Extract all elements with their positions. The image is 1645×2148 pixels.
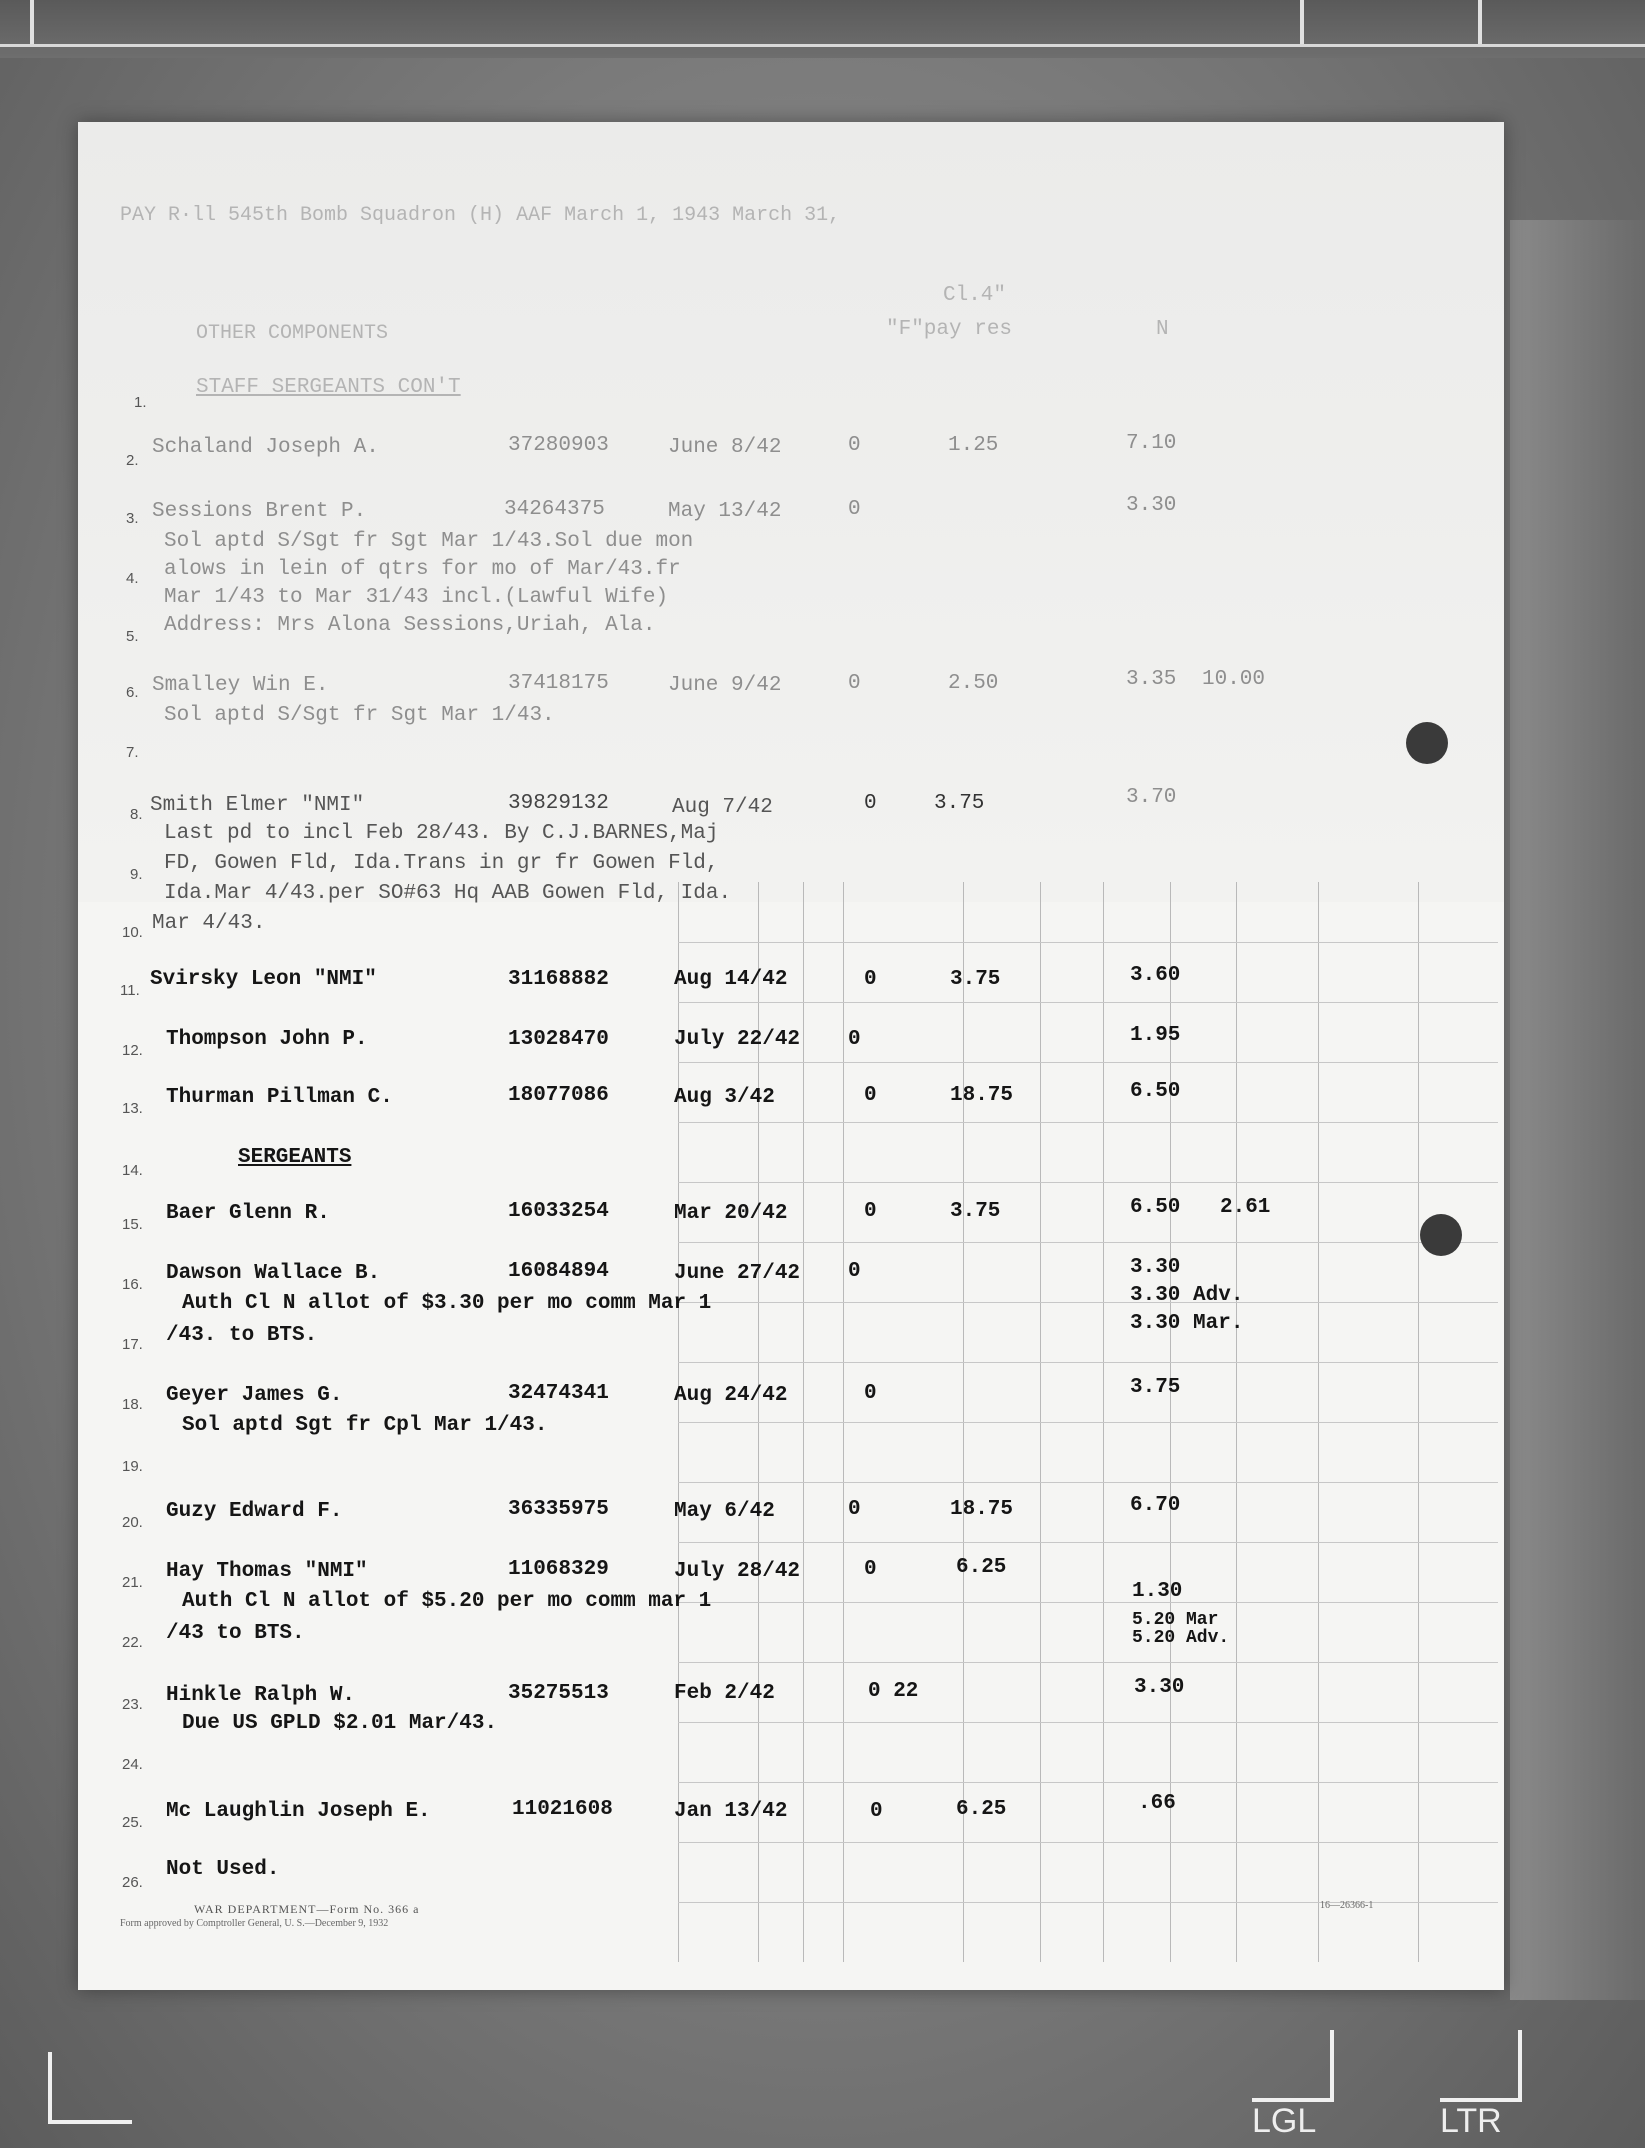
enlist-date: Aug 24/42 <box>674 1384 788 1407</box>
cell-value: 3.75 <box>950 1200 1001 1223</box>
remark-line: Auth Cl N allot of $3.30 per mo comm Mar 1 <box>182 1292 712 1315</box>
film-tick <box>1300 0 1304 44</box>
row-number: 18. <box>122 1396 143 1413</box>
row-number: 2. <box>126 452 139 469</box>
serial-number: 37418175 <box>508 672 609 695</box>
row-number: 6. <box>126 684 139 701</box>
allotment-note: 1.30 <box>1132 1580 1183 1603</box>
cell-value: 1.25 <box>948 434 999 457</box>
enlist-date: June 9/42 <box>668 674 782 697</box>
section-title: STAFF SERGEANTS CON'T <box>196 376 461 399</box>
crop-mark <box>1252 2030 1334 2102</box>
payee-name: Dawson Wallace B. <box>166 1262 381 1285</box>
payee-name: Hay Thomas "NMI" <box>166 1560 368 1583</box>
form-approval: Form approved by Comptroller General, U. S.—December 9, 1932 <box>120 1918 389 1929</box>
crop-mark <box>48 2052 132 2124</box>
payee-name: Guzy Edward F. <box>166 1500 343 1523</box>
row-number: 3. <box>126 510 139 527</box>
cell-value: 6.50 <box>1130 1080 1181 1103</box>
cell-value: .66 <box>1138 1792 1176 1815</box>
enlist-date: Aug 14/42 <box>674 968 788 991</box>
remark-line: Mar 1/43 to Mar 31/43 incl.(Lawful Wife) <box>164 586 669 609</box>
film-tick <box>30 0 34 44</box>
row-number: 21. <box>122 1574 143 1591</box>
background-shadow <box>1510 220 1645 2000</box>
cell-value: 0 <box>864 1382 877 1405</box>
cell-value: 7.10 <box>1126 432 1177 455</box>
cell-value: 3.30 <box>1130 1256 1181 1279</box>
payee-name: Geyer James G. <box>166 1384 343 1407</box>
row-number: 1. <box>134 394 147 411</box>
remark-line: FD, Gowen Fld, Ida.Trans in gr fr Gowen Fld, <box>164 852 719 875</box>
not-used-label: Not Used. <box>166 1858 280 1881</box>
cell-value: 18.75 <box>950 1498 1014 1521</box>
serial-number: 11021608 <box>512 1798 613 1821</box>
payroll-page <box>78 122 1504 1990</box>
column-header: "F"pay res <box>886 318 1013 341</box>
ruled-grid <box>678 882 1498 1962</box>
payee-name: Baer Glenn R. <box>166 1202 330 1225</box>
punch-hole <box>1406 722 1448 764</box>
allotment-note: 5.20 Mar <box>1132 1610 1219 1630</box>
row-number: 23. <box>122 1696 143 1713</box>
remark-line: /43 to BTS. <box>166 1622 305 1645</box>
row-number: 9. <box>130 866 143 883</box>
row-number: 16. <box>122 1276 143 1293</box>
cell-value: 3.75 <box>1130 1376 1181 1399</box>
cell-value: 6.70 <box>1130 1494 1181 1517</box>
column-header: N <box>1156 318 1169 341</box>
row-number: 10. <box>122 924 143 941</box>
cell-value: 0 <box>864 792 877 815</box>
section-title: SERGEANTS <box>238 1146 352 1169</box>
payee-name: Smalley Win E. <box>152 674 329 697</box>
row-number: 15. <box>122 1216 143 1233</box>
row-number: 11. <box>120 982 140 999</box>
cell-value: 0 <box>848 1028 861 1051</box>
payee-name: Sessions Brent P. <box>152 500 367 523</box>
enlist-date: Mar 20/42 <box>674 1202 788 1225</box>
cell-value: 0 <box>864 968 877 991</box>
row-number: 24. <box>122 1756 143 1773</box>
payee-name: Schaland Joseph A. <box>152 436 379 459</box>
cell-value: 0 <box>864 1084 877 1107</box>
cell-value: 3.30 <box>1126 494 1177 517</box>
serial-number: 13028470 <box>508 1028 609 1051</box>
cell-value: 0 <box>864 1558 877 1581</box>
serial-number: 31168882 <box>508 968 609 991</box>
film-top-bar <box>0 0 1645 58</box>
cell-value: 0 <box>848 672 861 695</box>
remark-line: Sol aptd S/Sgt fr Sgt Mar 1/43.Sol due mon <box>164 530 694 553</box>
cell-value: 0 <box>870 1800 883 1823</box>
payee-name: Svirsky Leon "NMI" <box>150 968 377 991</box>
cell-value: 0 22 <box>868 1680 919 1703</box>
cell-value: 10.00 <box>1202 668 1266 691</box>
cell-value: 6.50 <box>1130 1196 1181 1219</box>
enlist-date: Jan 13/42 <box>674 1800 788 1823</box>
payee-name: Smith Elmer "NMI" <box>150 794 365 817</box>
row-number: 12. <box>122 1042 143 1059</box>
remark-line: Ida.Mar 4/43.per SO#63 Hq AAB Gowen Fld, Ida. <box>164 882 732 905</box>
row-number: 8. <box>130 806 143 823</box>
serial-number: 35275513 <box>508 1682 609 1705</box>
row-number: 5. <box>126 628 139 645</box>
remark-line: Auth Cl N allot of $5.20 per mo comm mar 1 <box>182 1590 712 1613</box>
cell-value: 3.30 <box>1134 1676 1185 1699</box>
cell-value: 6.25 <box>956 1798 1007 1821</box>
cell-value: 0 <box>848 434 861 457</box>
row-number: 14. <box>122 1162 143 1179</box>
cell-value: 2.50 <box>948 672 999 695</box>
row-number: 19. <box>122 1458 143 1475</box>
cell-value: 3.35 <box>1126 668 1177 691</box>
remark-line: Address: Mrs Alona Sessions,Uriah, Ala. <box>164 614 656 637</box>
serial-number: 39829132 <box>508 792 609 815</box>
row-number: 4. <box>126 570 139 587</box>
remark-line: Mar 4/43. <box>152 912 266 935</box>
payee-name: Hinkle Ralph W. <box>166 1684 356 1707</box>
allotment-note: 5.20 Adv. <box>1132 1628 1230 1648</box>
allotment-note: 3.30 Mar. <box>1130 1312 1244 1335</box>
serial-number: 18077086 <box>508 1084 609 1107</box>
serial-number: 11068329 <box>508 1558 609 1581</box>
row-number: 20. <box>122 1514 143 1531</box>
remark-line: Due US GPLD $2.01 Mar/43. <box>182 1712 498 1735</box>
enlist-date: July 22/42 <box>674 1028 801 1051</box>
payee-name: Thurman Pillman C. <box>166 1086 393 1109</box>
punch-hole <box>1420 1214 1462 1256</box>
serial-number: 32474341 <box>508 1382 609 1405</box>
remark-line: alows in lein of qtrs for mo of Mar/43.fr <box>164 558 681 581</box>
enlist-date: June 27/42 <box>674 1262 801 1285</box>
enlist-date: Feb 2/42 <box>674 1682 775 1705</box>
section-header: OTHER COMPONENTS <box>196 322 389 345</box>
enlist-date: May 13/42 <box>668 500 782 523</box>
column-header: Cl.4" <box>943 284 1007 307</box>
enlist-date: May 6/42 <box>674 1500 775 1523</box>
cell-value: 3.60 <box>1130 964 1181 987</box>
remark-line: Last pd to incl Feb 28/43. By C.J.BARNES,Maj <box>164 822 719 845</box>
row-number: 22. <box>122 1634 143 1651</box>
cell-value: 18.75 <box>950 1084 1014 1107</box>
enlist-date: Aug 7/42 <box>672 796 773 819</box>
row-number: 25. <box>122 1814 143 1831</box>
cell-value: 0 <box>864 1200 877 1223</box>
form-code: 16—26366-1 <box>1320 1900 1374 1911</box>
cell-value: 3.70 <box>1126 786 1177 809</box>
cell-value: 6.25 <box>956 1556 1007 1579</box>
cell-value: 3.75 <box>934 792 985 815</box>
remark-line: Sol aptd S/Sgt fr Sgt Mar 1/43. <box>164 704 555 727</box>
serial-number: 16033254 <box>508 1200 609 1223</box>
remark-line: /43. to BTS. <box>166 1324 318 1347</box>
ltr-label: LTR <box>1440 2102 1502 2140</box>
header-line: PAY R·ll 545th Bomb Squadron (H) AAF March 1, 1943 March 31, <box>120 204 841 227</box>
cell-value: 0 <box>848 1498 861 1521</box>
film-tick <box>1478 0 1482 44</box>
payee-name: Thompson John P. <box>166 1028 368 1051</box>
serial-number: 36335975 <box>508 1498 609 1521</box>
cell-value: 0 <box>848 1260 861 1283</box>
form-number: WAR DEPARTMENT—Form No. 366 a <box>194 1902 420 1916</box>
payee-name: Mc Laughlin Joseph E. <box>166 1800 431 1823</box>
cell-value: 1.95 <box>1130 1024 1181 1047</box>
crop-mark <box>1440 2030 1522 2102</box>
enlist-date: July 28/42 <box>674 1560 801 1583</box>
film-top-line <box>0 44 1645 47</box>
serial-number: 34264375 <box>504 498 605 521</box>
cell-value: 3.75 <box>950 968 1001 991</box>
cell-value: 0 <box>848 498 861 521</box>
row-number: 17. <box>122 1336 143 1353</box>
enlist-date: June 8/42 <box>668 436 782 459</box>
remark-line: Sol aptd Sgt fr Cpl Mar 1/43. <box>182 1414 548 1437</box>
row-number: 13. <box>122 1100 143 1117</box>
serial-number: 16084894 <box>508 1260 609 1283</box>
row-number: 26. <box>122 1874 143 1891</box>
cell-value: 2.61 <box>1220 1196 1271 1219</box>
lgl-label: LGL <box>1252 2102 1317 2140</box>
serial-number: 37280903 <box>508 434 609 457</box>
enlist-date: Aug 3/42 <box>674 1086 775 1109</box>
row-number: 7. <box>126 744 139 761</box>
allotment-note: 3.30 Adv. <box>1130 1284 1244 1307</box>
